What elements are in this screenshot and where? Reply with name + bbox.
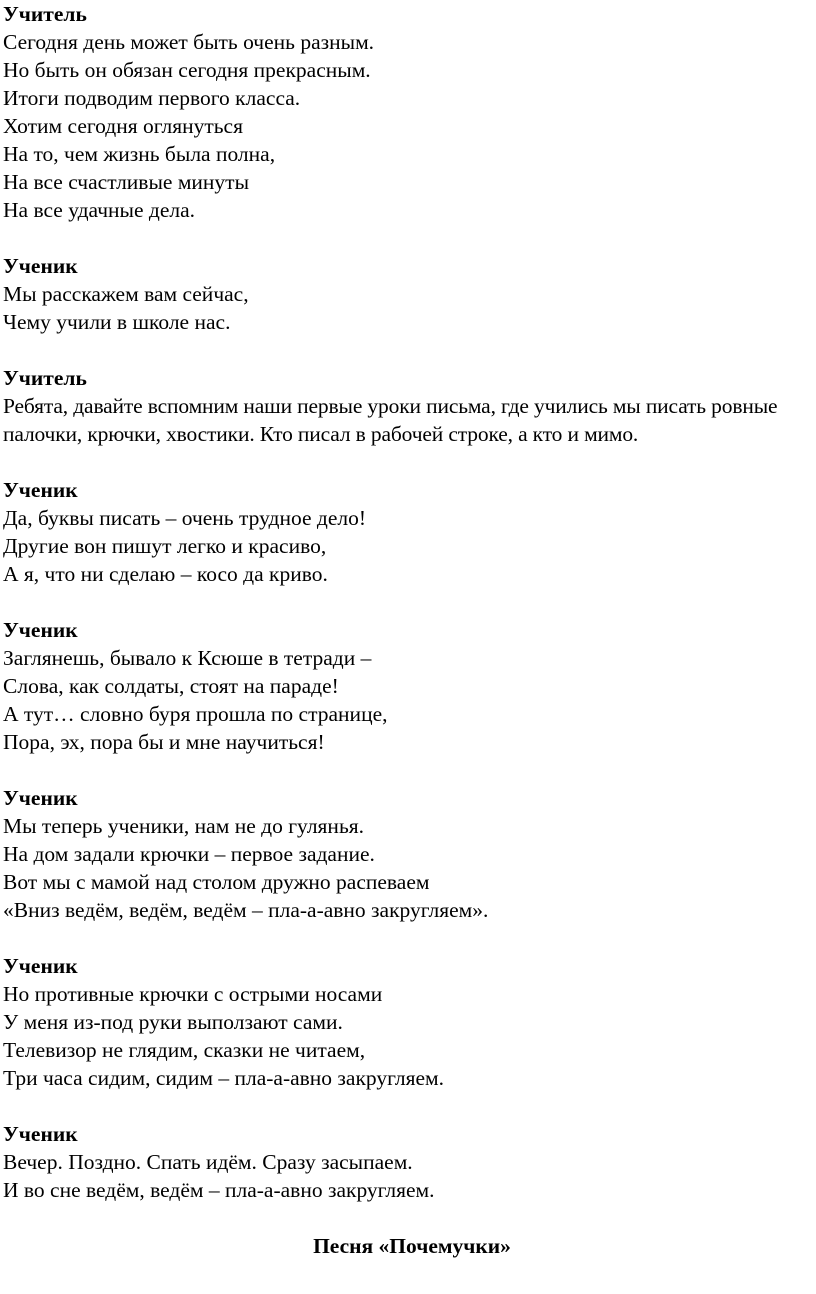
verse-line: Итоги подводим первого класса. <box>3 86 301 110</box>
verse-line: Телевизор не глядим, сказки не читаем, <box>3 1038 366 1062</box>
verse-line: На все счастливые минуты <box>3 170 250 194</box>
verse-line: А тут… словно буря прошла по странице, <box>3 702 388 726</box>
dialogue-block-student <box>3 252 815 336</box>
speaker-name: Ученик <box>3 954 78 978</box>
verse-line: Заглянешь, бывало к Ксюше в тетради – <box>3 646 372 670</box>
verse-line: Сегодня день может быть очень разным. <box>3 30 375 54</box>
verse-line: У меня из-под руки выползают сами. <box>3 1010 343 1034</box>
speaker-name: Учитель <box>3 2 87 26</box>
verse-line: Вот мы с мамой над столом дружно распеваем <box>3 870 430 894</box>
verse-line: На дом задали крючки – первое задание. <box>3 842 375 866</box>
script-document <box>3 0 815 1260</box>
speaker-name: Учитель <box>3 366 87 390</box>
verse-line: Но противные крючки с острыми носами <box>3 982 383 1006</box>
verse-line: Вечер. Поздно. Спать идём. Сразу засыпаем. <box>3 1150 413 1174</box>
verse-line: Но быть он обязан сегодня прекрасным. <box>3 58 371 82</box>
dialogue-block-student <box>3 952 815 1092</box>
dialogue-block-student <box>3 616 815 756</box>
dialogue-block-student <box>3 476 815 588</box>
dialogue-block-teacher-prose <box>3 364 815 448</box>
verse-line: Мы теперь ученики, нам не до гулянья. <box>3 814 365 838</box>
song-title-heading: Песня «Почемучки» <box>313 1234 511 1258</box>
verse-line: Хотим сегодня оглянуться <box>3 114 243 138</box>
verse-line: На то, чем жизнь была полна, <box>3 142 276 166</box>
dialogue-block-student <box>3 784 815 924</box>
verse-line: Мы расскажем вам сейчас, <box>3 282 249 306</box>
dialogue-block-teacher-intro <box>3 0 815 224</box>
speaker-name: Ученик <box>3 618 78 642</box>
speaker-name: Ученик <box>3 254 78 278</box>
speaker-name: Ученик <box>3 1122 78 1146</box>
prose-paragraph: Ребята, давайте вспомним наши первые уроки письма, где учились мы писать ровные палочки, крючки, хвостики. Кто писал в рабочей строке, а кто и мимо. <box>3 394 778 446</box>
verse-line: А я, что ни сделаю – косо да криво. <box>3 562 328 586</box>
speaker-name: Ученик <box>3 478 78 502</box>
verse-line: Три часа сидим, сидим – пла-а-авно закругляем. <box>3 1066 445 1090</box>
verse-line: Чему учили в школе нас. <box>3 310 231 334</box>
verse-line: Слова, как солдаты, стоят на параде! <box>3 674 339 698</box>
verse-line: Да, буквы писать – очень трудное дело! <box>3 506 367 530</box>
verse-line: Пора, эх, пора бы и мне научиться! <box>3 730 325 754</box>
verse-line: Другие вон пишут легко и красиво, <box>3 534 327 558</box>
verse-line: На все удачные дела. <box>3 198 196 222</box>
verse-line: И во сне ведём, ведём – пла-а-авно закругляем. <box>3 1178 435 1202</box>
verse-line: «Вниз ведём, ведём, ведём – пла-а-авно закругляем». <box>3 898 489 922</box>
speaker-name: Ученик <box>3 786 78 810</box>
dialogue-block-student <box>3 1120 815 1204</box>
